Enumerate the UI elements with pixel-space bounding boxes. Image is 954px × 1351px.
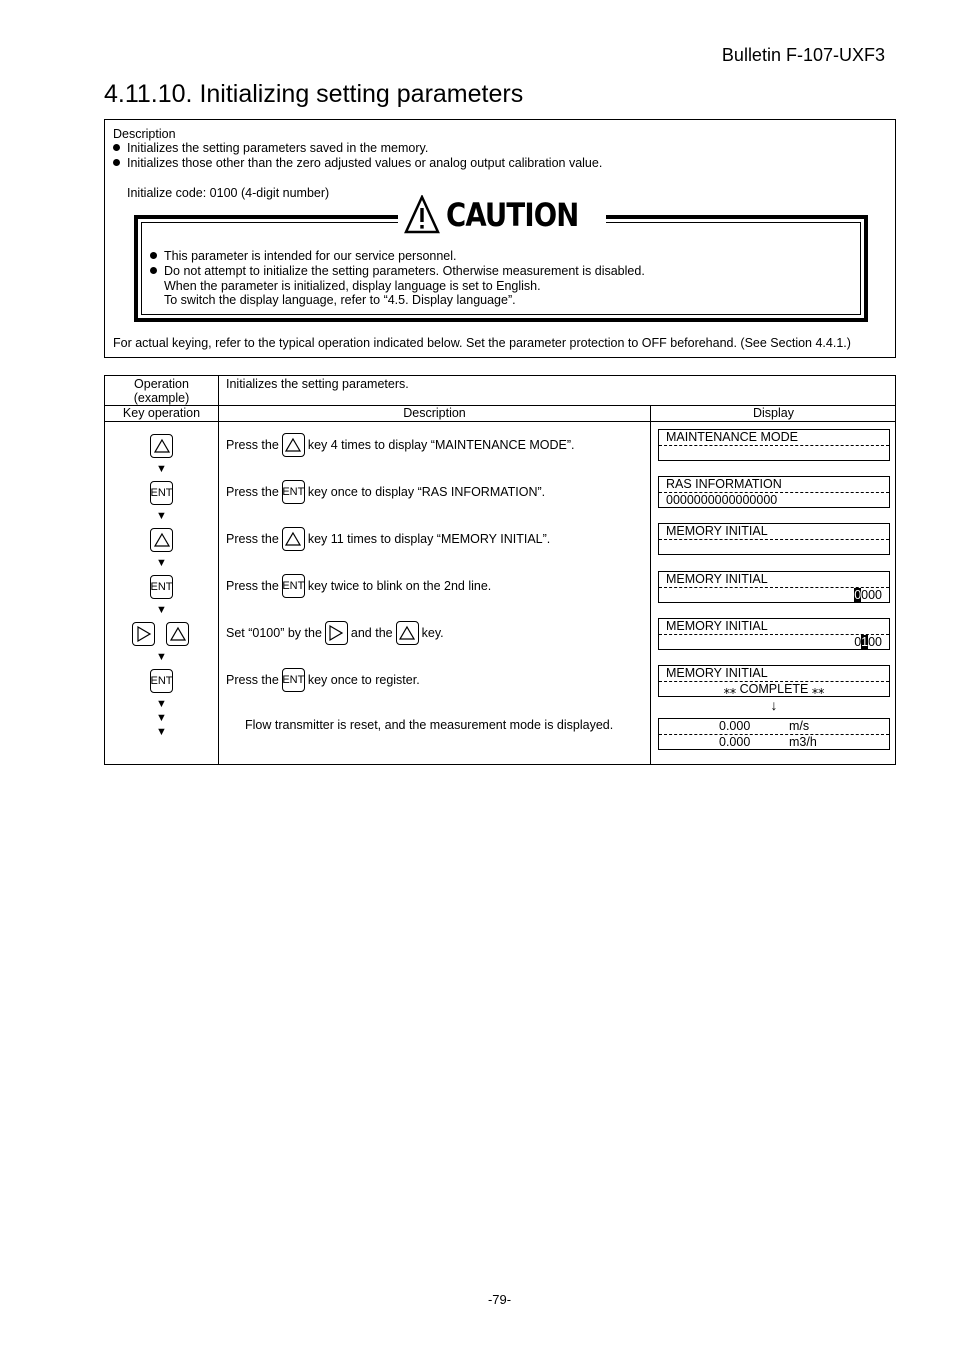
lcd-flow-value: 0.000 (719, 735, 751, 749)
page-number: -79- (487, 1292, 512, 1307)
description-bullet: Initializes those other than the zero adjusted values or analog output calibration value. (113, 156, 602, 170)
up-key (282, 527, 305, 551)
display-arrow: ↓ (770, 697, 778, 713)
description-footer: For actual keying, refer to the typical operation indicated below. Set the parameter protection to OFF beforehand. (See Section 4.4.1.) (113, 336, 851, 350)
caution-label: CAUTION (446, 196, 579, 234)
lcd-digits: 000 (861, 588, 882, 602)
step-text: key once to display “RAS INFORMATION”. (307, 485, 546, 499)
up-triangle-icon (154, 532, 170, 548)
lcd-line1: MEMORY INITIAL (666, 619, 768, 633)
ent-key-label: ENT (150, 581, 173, 593)
lcd-display (658, 429, 890, 461)
right-triangle-icon (328, 625, 344, 641)
ent-key[interactable] (150, 481, 173, 505)
caution-line: When the parameter is initialized, display language is set to English. (164, 279, 541, 293)
right-key (325, 621, 348, 645)
lcd-line1: MEMORY INITIAL (666, 666, 768, 680)
caution-bullet: Do not attempt to initialize the setting parameters. Otherwise measurement is disabled. (150, 264, 645, 278)
lcd-line2: 0000000000000000 (666, 493, 778, 507)
lcd-cursor: 0 (854, 588, 862, 602)
lcd-line1: MEMORY INITIAL (666, 524, 768, 538)
right-triangle-icon (136, 626, 152, 642)
step-text: Press the (226, 673, 279, 687)
step-description (226, 574, 491, 598)
lcd-flow-unit: m3/h (789, 735, 817, 749)
ent-key[interactable] (150, 575, 173, 599)
down-arrow: ▼ (156, 712, 167, 724)
right-key[interactable] (132, 622, 155, 646)
down-arrow: ▼ (156, 557, 167, 569)
step-text: Press the (226, 532, 279, 546)
header-display: Display (753, 406, 794, 420)
up-key[interactable] (150, 528, 173, 552)
down-arrow: ▼ (156, 510, 167, 522)
page-title: 4.11.10. Initializing setting parameters (104, 80, 524, 108)
initialize-code: Initialize code: 0100 (4-digit number) (127, 186, 330, 200)
operation-table (104, 375, 896, 765)
final-description: Flow transmitter is reset, and the measurement mode is displayed. (245, 718, 614, 732)
down-arrow: ▼ (156, 651, 167, 663)
up-triangle-icon (170, 626, 186, 642)
lcd-measurement-display (658, 718, 890, 750)
lcd-display (658, 665, 890, 697)
lcd-line1: RAS INFORMATION (666, 477, 782, 491)
step-description (226, 527, 550, 551)
lcd-line1: MEMORY INITIAL (666, 572, 768, 586)
step-text: Press the (226, 485, 279, 499)
lcd-digits: 0 (854, 635, 862, 649)
step-description (226, 433, 575, 457)
operation-label-line2: (example) (133, 391, 190, 405)
ent-key-label: ENT (150, 675, 173, 687)
lcd-digits: 00 (868, 635, 882, 649)
lcd-velocity-unit: m/s (789, 719, 810, 733)
caution-banner (398, 193, 606, 237)
operation-text: Initializes the setting parameters. (226, 377, 409, 391)
ent-key-label: ENT (282, 580, 305, 592)
ent-key-label: ENT (282, 486, 305, 498)
description-heading: Description (113, 127, 176, 141)
caution-line: To switch the display language, refer to “4.5. Display language”. (164, 293, 516, 307)
ent-key-label: ENT (150, 487, 173, 499)
step-text: key. (421, 626, 444, 640)
bulletin-number: Bulletin F-107-UXF3 (721, 45, 885, 65)
step-text: key once to register. (307, 673, 420, 687)
step-text: Press the (226, 438, 279, 452)
caution-bullet: This parameter is intended for our service personnel. (150, 249, 457, 263)
description-bullet: Initializes the setting parameters saved in the memory. (113, 141, 428, 155)
step-text: Set “0100” by the (226, 626, 322, 640)
down-arrow: ▼ (156, 604, 167, 616)
operation-label (105, 377, 218, 405)
ent-key (282, 668, 305, 692)
ent-key (282, 574, 305, 598)
up-key (282, 433, 305, 457)
up-triangle-icon (154, 438, 170, 454)
lcd-velocity-value: 0.000 (719, 719, 751, 733)
header-description: Description (403, 406, 466, 420)
step-text: and the (350, 626, 393, 640)
up-key (396, 621, 419, 645)
lcd-display (658, 476, 890, 508)
lcd-display (658, 523, 890, 555)
down-arrow: ▼ (156, 463, 167, 475)
step-text: Press the (226, 579, 279, 593)
lcd-display (658, 618, 890, 650)
down-arrow: ▼ (156, 726, 167, 738)
lcd-line2 (854, 588, 882, 603)
step-description (226, 668, 420, 692)
step-description (226, 480, 545, 504)
up-triangle-icon (399, 625, 415, 641)
down-arrow: ▼ (156, 698, 167, 710)
lcd-line1: MAINTENANCE MODE (666, 430, 798, 444)
step-description (226, 621, 444, 645)
description-box (104, 119, 896, 358)
lcd-cursor: 1 (861, 635, 869, 649)
caution-box (134, 196, 868, 322)
lcd-display (658, 571, 890, 603)
up-triangle-icon (285, 531, 301, 547)
header-key-operation: Key operation (122, 406, 201, 420)
operation-label-line1: Operation (134, 377, 189, 391)
warning-triangle-icon (404, 195, 440, 235)
ent-key[interactable] (150, 669, 173, 693)
step-text: key twice to blink on the 2nd line. (307, 579, 492, 593)
up-key[interactable] (150, 434, 173, 458)
lcd-line2 (854, 635, 882, 650)
step-text: key 11 times to display “MEMORY INITIAL”. (307, 532, 551, 546)
ent-key (282, 480, 305, 504)
up-triangle-icon (285, 437, 301, 453)
step-text: key 4 times to display “MAINTENANCE MODE”. (307, 438, 575, 452)
lcd-line2: ⁎⁎ COMPLETE ⁎⁎ (723, 682, 825, 696)
up-key[interactable] (166, 622, 189, 646)
ent-key-label: ENT (282, 674, 305, 686)
